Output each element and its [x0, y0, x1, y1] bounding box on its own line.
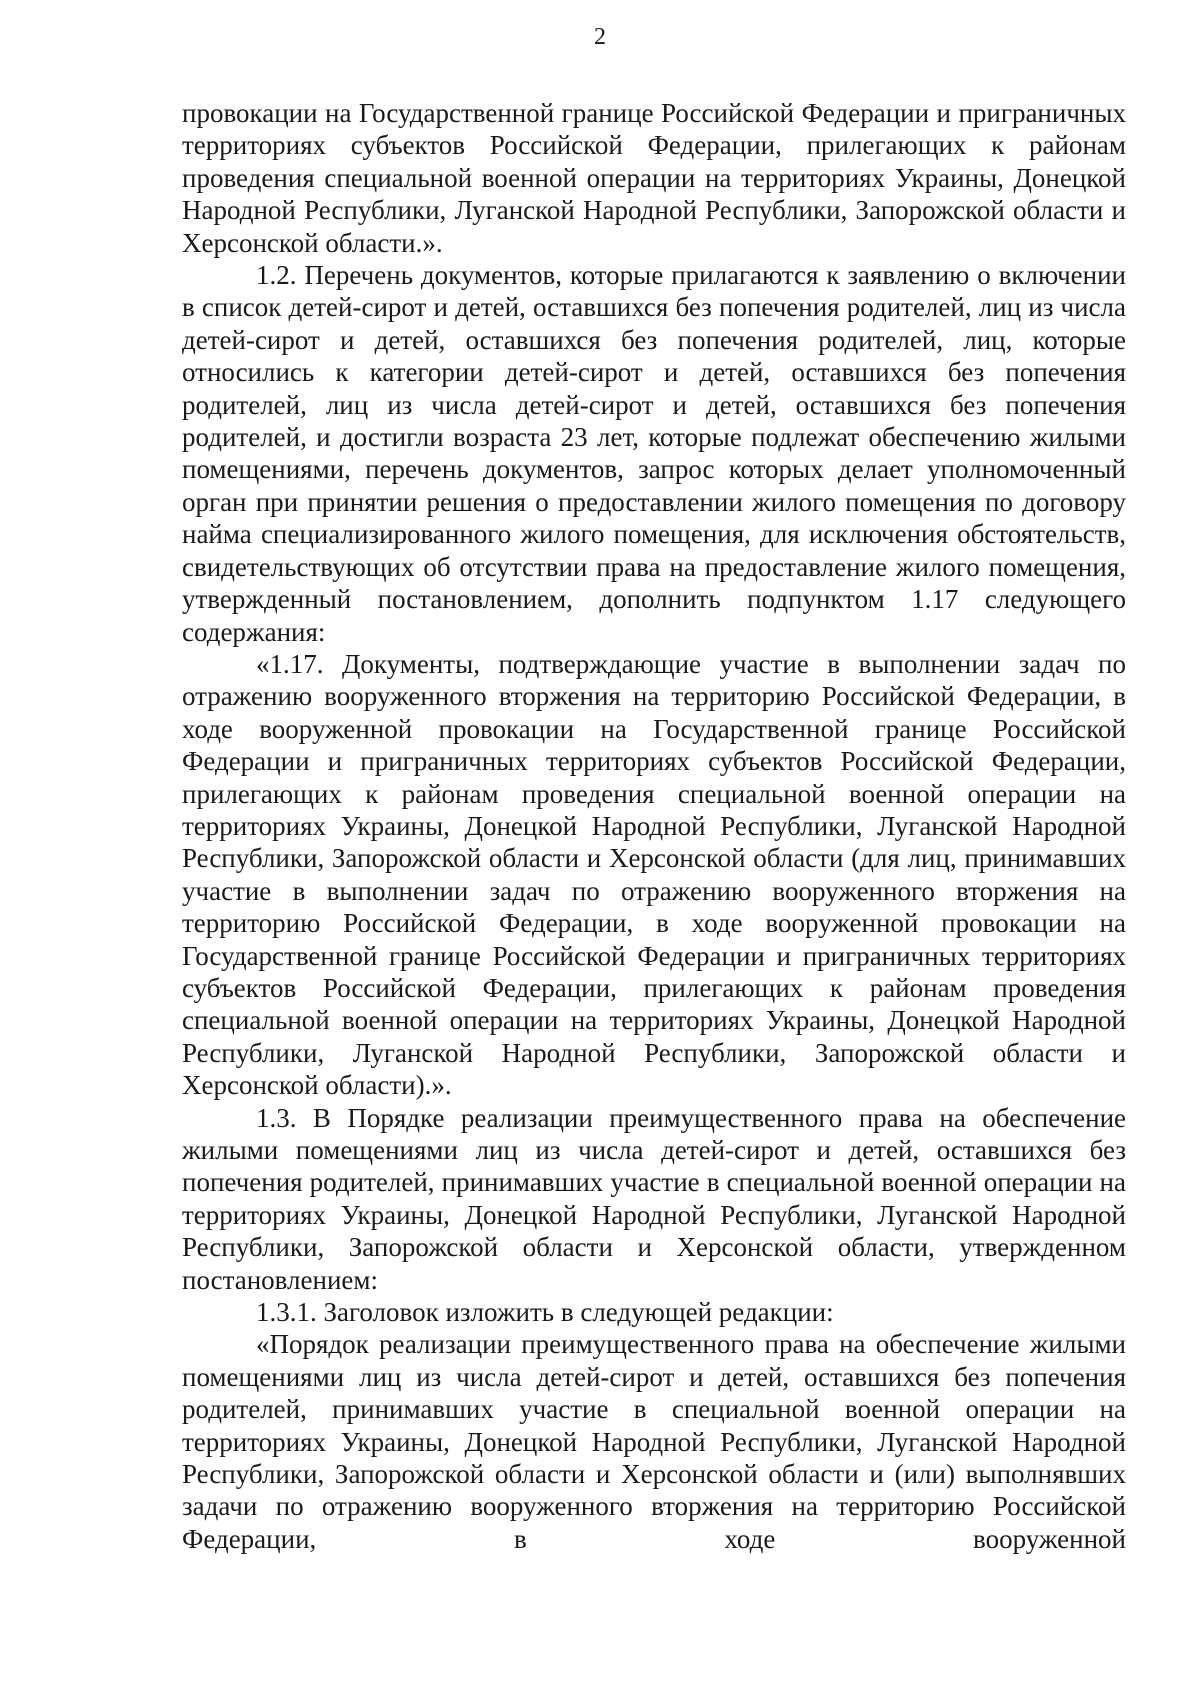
paragraph-1-3: 1.3. В Порядке реализации преимущественного права на обеспечение жилыми помещениями лиц из числа детей-сирот и детей, оставшихся без попечения родителей, принимавших участие в специальной военной операции на территориях Украины, Донецкой Народной Республики, Луганской Народной Республики, Запорожской области и Херсонской области, утвержденном постановлением:: [182, 1102, 1126, 1295]
paragraph-1-2: 1.2. Перечень документов, которые прилагаются к заявлению о включении в список детей-сирот и детей, оставшихся без попечения родителей, лиц из числа детей-сирот и детей, оставшихся без попечения родителей, лиц, которые относились к категории детей-сирот и детей, оставшихся без попечения родителей, лиц из числа детей-сирот и детей, оставшихся без попечения родителей, и достигли возраста 23 лет, которые подлежат обеспечению жилыми помещениями, перечень документов, запрос которых делает уполномоченный орган при принятии решения о предоставлении жилого помещения по договору найма специализированного жилого помещения, для исключения обстоятельств, свидетельствующих об отсутствии права на предоставление жилого помещения, утвержденный постановлением, дополнить подпунктом 1.17 следующего содержания:: [182, 260, 1126, 647]
paragraph-new-title: «Порядок реализации преимущественного права на обеспечение жилыми помещениями лиц из числа детей-сирот и детей, оставшихся без попечения родителей, принимавших участие в специальной военной операции на территориях Украины, Донецкой Народной Республики, Луганской Народной Республики, Запорожской области и Херсонской области и (или) выполнявших задачи по отражению вооруженного вторжения на территорию Российской Федерации, в ходе вооруженной: [182, 1329, 1126, 1554]
paragraph-1-3-1: 1.3.1. Заголовок изложить в следующей редакции:: [256, 1297, 834, 1328]
paragraph-continuation: провокации на Государственной границе Российской Федерации и приграничных территориях субъектов Российской Федерации, прилегающих к районам проведения специальной военной операции на территориях Украины, Донецкой Народной Республики, Луганской Народной Республики, Запорожской области и Херсонской области.».: [182, 98, 1126, 258]
document-body: [182, 97, 1126, 1555]
page-number: 2: [594, 24, 606, 50]
paragraph-1-17: «1.17. Документы, подтверждающие участие в выполнении задач по отражению вооруженного вторжения на территорию Российской Федерации, в ходе вооруженной провокации на Государственной границе Российской Федерации и приграничных территориях субъектов Российской Федерации, прилегающих к районам проведения специальной военной операции на территориях Украины, Донецкой Народной Республики, Луганской Народной Республики, Запорожской области и Херсонской области (для лиц, принимавших участие в выполнении задач по отражению вооруженного вторжения на территорию Российской Федерации, в ходе вооруженной провокации на Государственной границе Российской Федерации и приграничных территориях субъектов Российской Федерации, прилегающих к районам проведения специальной военной операции на территориях Украины, Донецкой Народной Республики, Луганской Народной Республики, Запорожской области и Херсонской области).».: [182, 648, 1126, 1101]
